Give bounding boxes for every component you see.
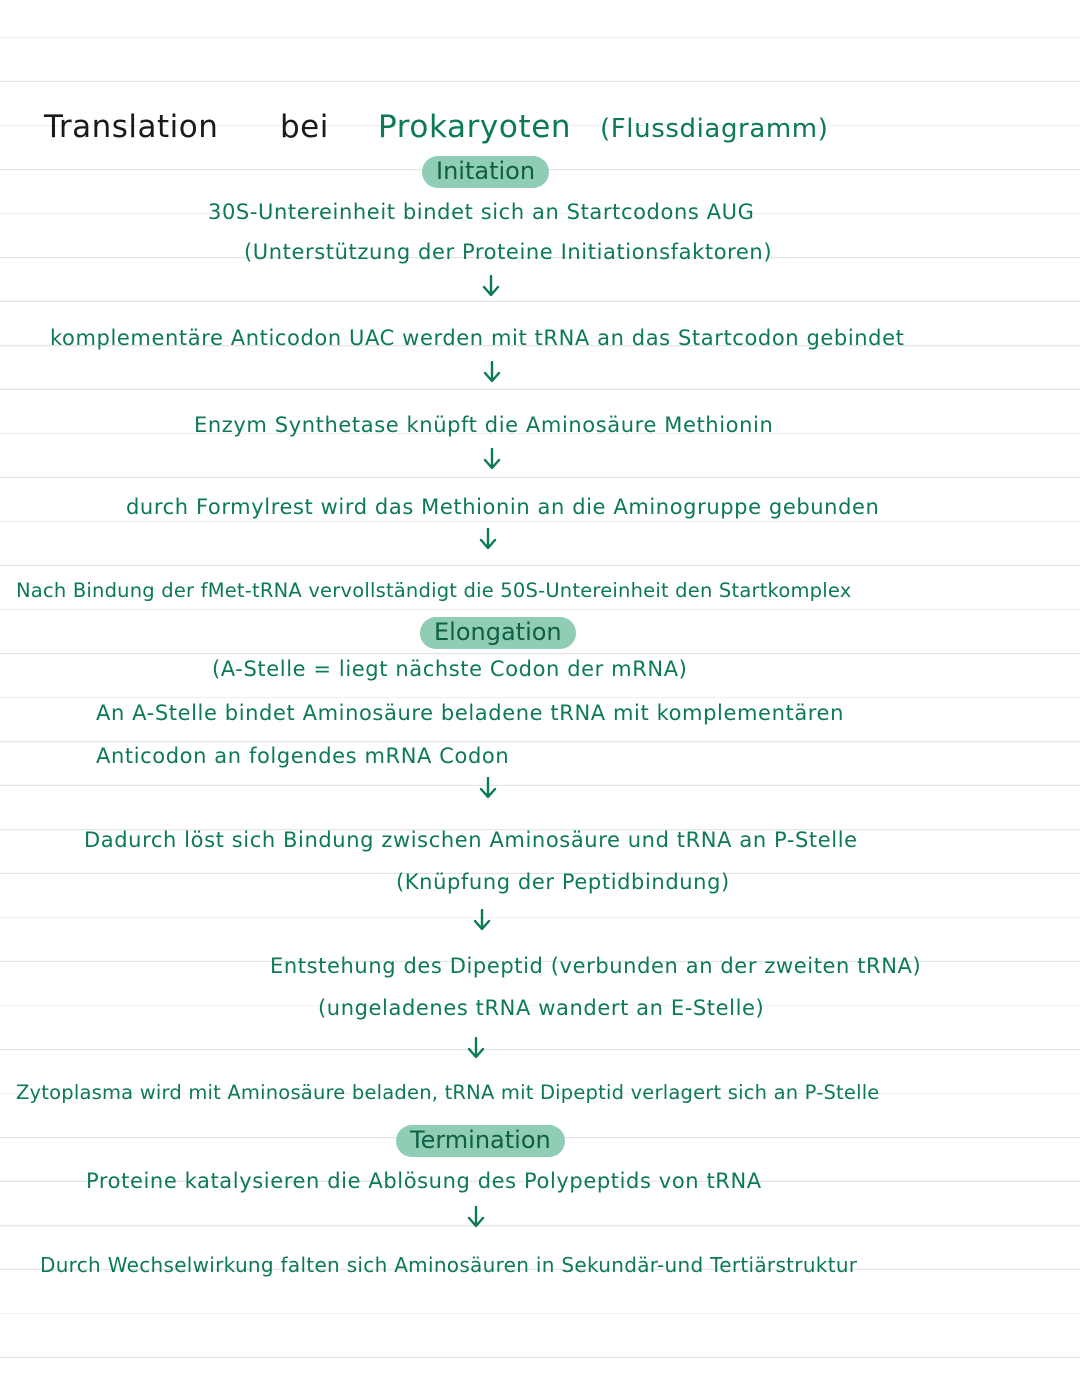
step-a-stelle-binding: An A-Stelle bindet Aminosäure beladene tRNA mit komplementären (96, 701, 844, 725)
step-dipeptid: Entstehung des Dipeptid (verbunden an der zweiten tRNA) (270, 954, 922, 978)
down-arrow-icon (478, 528, 498, 550)
down-arrow-icon (482, 448, 502, 470)
step-30s-binding: 30S-Untereinheit bindet sich an Startcodons AUG (208, 200, 755, 224)
section-badge-termination: Termination (396, 1125, 565, 1157)
title-flussdiagramm: (Flussdiagramm) (600, 114, 829, 144)
step-abloesung: Proteine katalysieren die Ablösung des Polypeptids von tRNA (86, 1169, 762, 1193)
step-startkomplex: Nach Bindung der fMet-tRNA vervollständigt die 50S-Untereinheit den Startkomplex (16, 579, 852, 602)
section-badge-elongation: Elongation (420, 617, 576, 649)
step-formylrest: durch Formylrest wird das Methionin an die Aminogruppe gebunden (126, 495, 880, 519)
step-30s-note: (Unterstützung der Proteine Initiationsfaktoren) (244, 240, 773, 264)
down-arrow-icon (482, 361, 502, 383)
step-e-stelle-note: (ungeladenes tRNA wandert an E-Stelle) (318, 996, 765, 1020)
step-zytoplasma: Zytoplasma wird mit Aminosäure beladen, tRNA mit Dipeptid verlagert sich an P-Stelle (16, 1081, 880, 1104)
down-arrow-icon (466, 1206, 486, 1228)
step-a-stelle-note: (A-Stelle = liegt nächste Codon der mRNA) (212, 657, 688, 681)
down-arrow-icon (472, 909, 492, 931)
step-anticodon-codon: Anticodon an folgendes mRNA Codon (96, 744, 510, 768)
step-anticodon: komplementäre Anticodon UAC werden mit tRNA an das Startcodon gebindet (50, 326, 905, 350)
title-translation: Translation (44, 109, 219, 145)
step-loest-bindung: Dadurch löst sich Bindung zwischen Aminosäure und tRNA an P-Stelle (84, 828, 858, 852)
step-synthetase: Enzym Synthetase knüpft die Aminosäure Methionin (194, 413, 774, 437)
step-faltung: Durch Wechselwirkung falten sich Aminosäuren in Sekundär-und Tertiärstruktur (40, 1253, 858, 1277)
down-arrow-icon (478, 777, 498, 799)
title-bei: bei (280, 109, 329, 145)
down-arrow-icon (481, 275, 501, 297)
title-prokaryoten: Prokaryoten (378, 109, 572, 145)
down-arrow-icon (466, 1037, 486, 1059)
section-badge-initiation: Initation (422, 156, 549, 188)
step-peptidbindung-note: (Knüpfung der Peptidbindung) (396, 870, 730, 894)
